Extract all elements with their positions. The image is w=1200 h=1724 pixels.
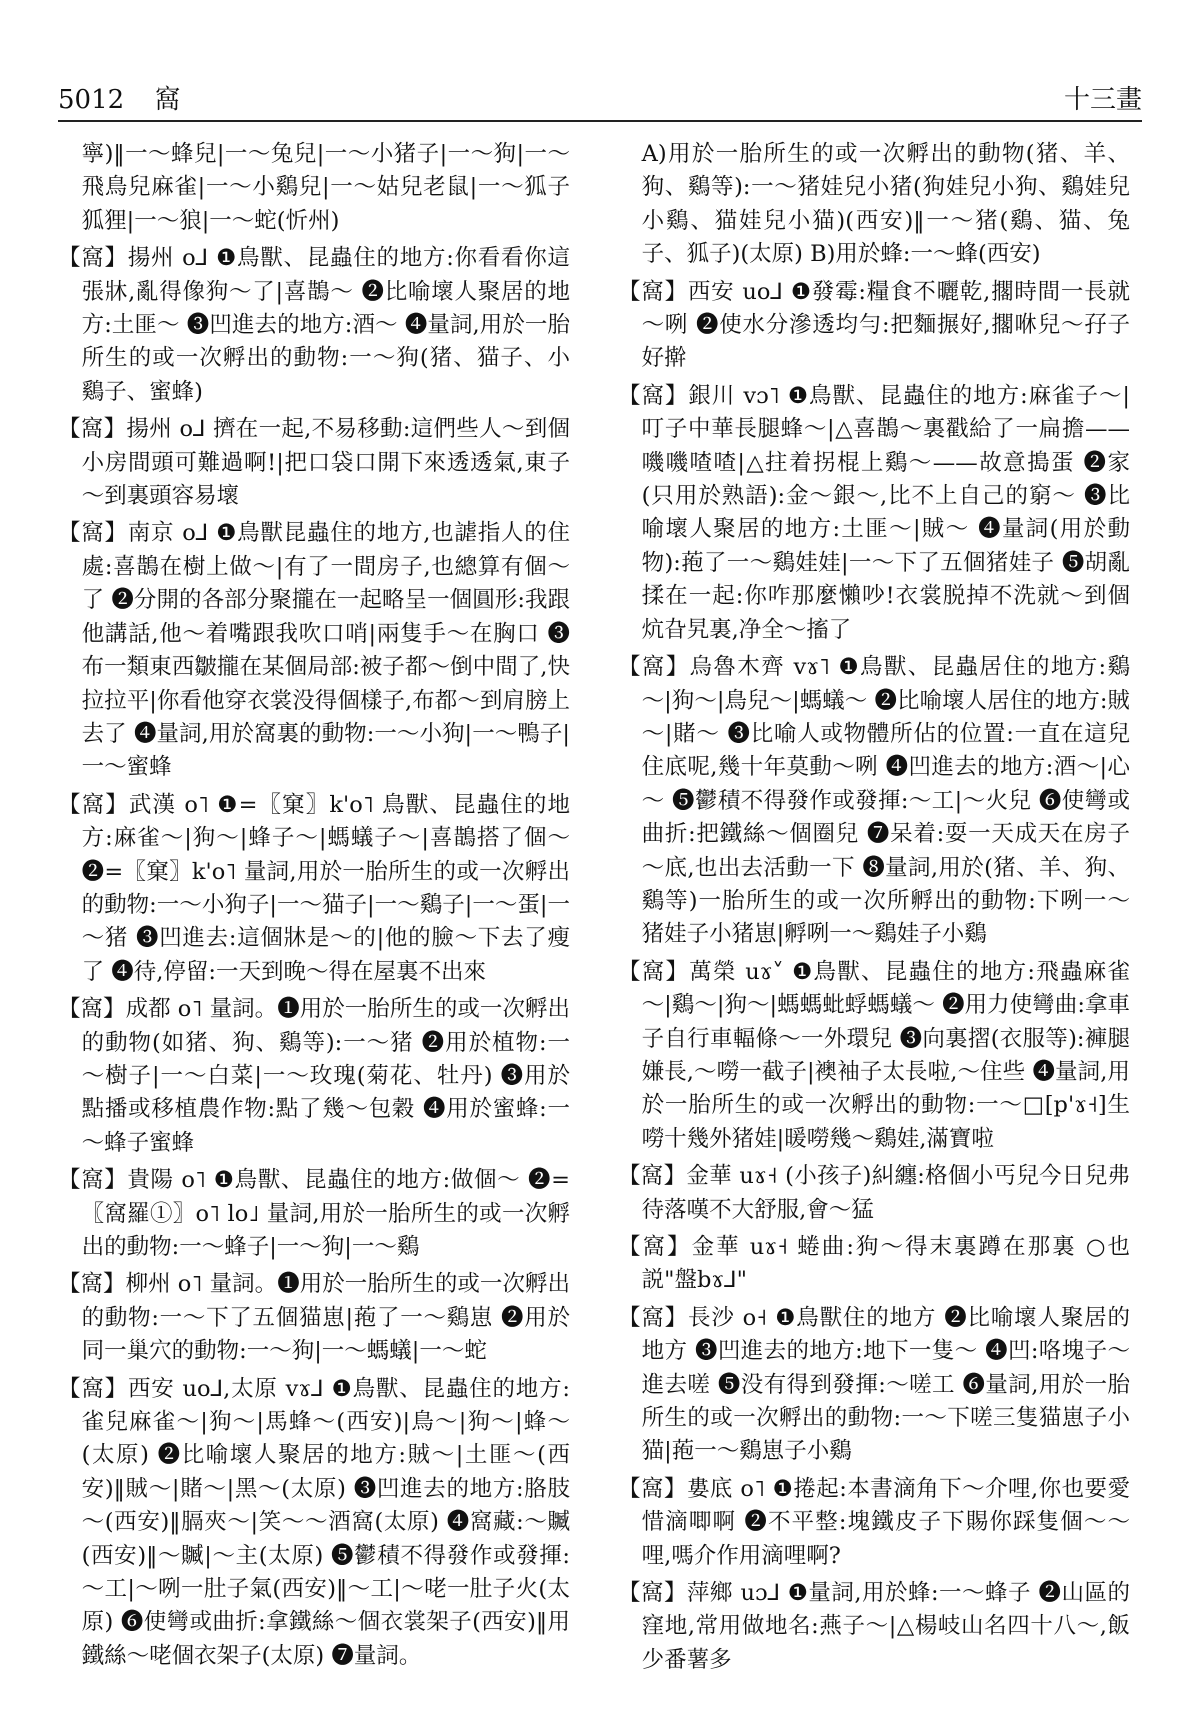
entry-yinchuan: 【窩】銀川 vɔ˥ ❶鳥獸、昆蟲住的地方:麻雀子～|叮子中華長腿蜂～|△喜鵲～裏戳給了一扁擔——嘰嘰喳喳|△拄着拐棍上鷄～——故意搗蛋 ❷家(只用於熟語):金～銀～,比不上自己的窮～ ❸比喻壞人聚居的地方:土匪～|賊～ ❹量詞(用於動物):菢了一～鷄娃娃|一～下了五個猪娃子 ❺胡亂揉在一起:你咋那麼懶吵!衣裳脱掉不洗就～到個炕旮旯裏,净全～搐了 xyxy=(618,382,1130,643)
left-column xyxy=(58,138,570,1704)
entry-xian-taiyuan: 【窩】西安 uo⅃,太原 vɤ⅃ ❶鳥獸、昆蟲住的地方:雀兒麻雀～|狗～|馬蜂～(西安)|鳥～|狗～|蜂～(太原) ❷比喻壞人聚居的地方:賊～|土匪～(西安)‖賊～|賭～|黑～(太原) ❸凹進去的地方:胳肢～(西安)‖膈夾～|笑～～酒窩(太原) ❹窩藏:～贓(西安)‖～贓|～主(太原) ❺鬱積不得發作或發揮:～工|～咧一肚子氣(西安)‖～工|～咾一肚子火(太原) ❻使彎或曲折:拿鐵絲～個衣裳架子(西安)‖用鐵絲～咾個衣架子(太原) ❼量詞。 xyxy=(58,1375,570,1669)
entry-chengdu: 【窩】成都 o˥ 量詞。❶用於一胎所生的或一次孵出的動物(如猪、狗、鷄等):一～猪 ❷用於植物:一～樹子|一～白菜|一～玫瑰(菊花、牡丹) ❸用於點播或移植農作物:點了幾～包穀 ❹用於蜜蜂:一～蜂子蜜蜂 xyxy=(58,996,570,1156)
entry-guiyang: 【窩】貴陽 o˥ ❶鳥獸、昆蟲住的地方:做個～ ❷=〖窩羅①〗o˥ lo˩ 量詞,用於一胎所生的或一次孵出的動物:一～蜂子|一～狗|一～鷄 xyxy=(58,1167,570,1260)
entry-jinhua-1: 【窩】金華 uɤ˧ (小孩子)糾纏:格個小丐兒今日兒弗待落嘆不大舒服,會～猛 xyxy=(618,1163,1130,1223)
entry-urumqi: 【窩】烏魯木齊 vɤ˥ ❶鳥獸、昆蟲居住的地方:鷄～|狗～|鳥兒～|螞蟻～ ❷比喻壞人居住的地方:賊～|賭～ ❸比喻人或物體所佔的位置:一直在這兒住底呢,幾十年莫動～咧 ❹凹進去的地方:酒～|心～ ❺鬱積不得發作或發揮:～工|～火兒 ❻使彎或曲折:把鐵絲～個圈兒 ❼呆着:耍一天成天在房子～底,也出去活動一下 ❽量詞,用於(猪、羊、狗、鷄等)一胎所生的或一次所孵出的動物:下咧一～猪娃子小猪崽|孵咧一～鷄娃子小鷄 xyxy=(618,654,1130,948)
entry-nanjing: 【窩】南京 o⅃ ❶鳥獸昆蟲住的地方,也謔指人的住處:喜鵲在樹上做～|有了一間房子,也總算有個～了 ❷分開的各部分聚攏在一起略呈一個圓形:我跟他講話,他～着嘴跟我吹口哨|兩隻手～在胸口 ❸布一類東西皺攏在某個局部:被子都～倒中間了,快拉拉平|你看他穿衣裳没得個樣子,布都～到肩膀上去了 ❹量詞,用於窩裏的動物:一～小狗|一～鴨子|一～蜜蜂 xyxy=(58,520,570,781)
section-label: 十三畫 xyxy=(1063,85,1142,115)
entry-liuzhou: 【窩】柳州 o˥ 量詞。❶用於一胎所生的或一次孵出的動物:一～下了五個猫崽|菢了一～鷄崽 ❷用於同一巢穴的動物:一～狗|一～螞蟻|一～蛇 xyxy=(58,1271,570,1365)
entry-wanrong: 【窩】萬榮 uɤ˅ ❶鳥獸、昆蟲住的地方:飛蟲麻雀～|鷄～|狗～|螞螞蚍蜉螞蟻～ ❷用力使彎曲:拿車子自行車輻條～一外環兒 ❸向裏摺(衣服等):褲腿嫌長,～嘮一截子|襖袖子太長啦,～住些 ❹量詞,用於一胎所生的或一次孵出的動物:一～□[p'ɤ˧]生嘮十幾外猪娃|暖嘮幾～鷄娃,滿寶啦 xyxy=(618,958,1130,1152)
header-left xyxy=(58,79,202,116)
entry-yangzhou-2: 【窩】揚州 o⅃ 擠在一起,不易移動:這們些人～到個小房間頭可難過啊!|把口袋口開下來透透氣,東子～到裏頭容易壞 xyxy=(58,416,570,510)
header-rule xyxy=(58,120,1142,122)
entry-loudi: 【窩】婁底 o˥ ❶捲起:本書滴角下～介哩,你也要愛惜滴唧啊 ❷不平整:塊鐵皮子下賜你踩隻個～～哩,嗎介作用滴哩啊? xyxy=(618,1475,1130,1569)
entry-continuation: 寧)‖一～蜂兒|一～兔兒|一～小猪子|一～狗|一～飛鳥兒麻雀|一～小鷄兒|一～姑兒老鼠|一～狐子狐狸|一～狼|一～蛇(忻州) xyxy=(81,141,570,234)
running-headword: 窩 xyxy=(154,85,181,115)
entry-changsha: 【窩】長沙 o˧ ❶鳥獸住的地方 ❷比喻壞人聚居的地方 ❸凹進去的地方:地下一隻～ ❹凹:咯塊子～進去嗟 ❺没有得到發揮:～嗟工 ❻量詞,用於一胎所生的或一次孵出的動物:一～下嗟三隻猫崽子小猫|菢一～鷄崽子小鷄 xyxy=(618,1304,1130,1465)
page-header xyxy=(58,72,1142,116)
entry-yangzhou-1: 【窩】揚州 o⅃ ❶鳥獸、昆蟲住的地方:你看看你這張牀,亂得像狗～了|喜鵲～ ❷比喻壞人聚居的地方:土匪～ ❸凹進去的地方:酒～ ❹量詞,用於一胎所生的或一次孵出的動物:一～狗(猪、猫子、小鷄子、蜜蜂) xyxy=(58,245,570,405)
entry-continuation: A)用於一胎所生的或一次孵出的動物(猪、羊、狗、鷄等):一～猪娃兒小猪(狗娃兒小狗、鷄娃兒小鷄、猫娃兒小猫)(西安)‖一～猪(鷄、猫、兔子、狐子)(太原) B)用於蜂:一～蜂(西安) xyxy=(641,141,1130,268)
entry-pingxiang: 【窩】萍鄉 uɔ⅃ ❶量詞,用於蜂:一～蜂子 ❷山區的窪地,常用做地名:燕子～|△楊岐山名四十八～,飯少番薯多 xyxy=(618,1580,1130,1673)
page-number: 5012 xyxy=(58,85,125,115)
entry-wuhan: 【窩】武漢 o˥ ❶=〖窠〗k'o˥ 鳥獸、昆蟲住的地方:麻雀～|狗～|蜂子～|螞蟻子～|喜鵲搭了個～ ❷=〖窠〗k'o˥ 量詞,用於一胎所生的或一次孵出的動物:一～小狗子|一～猫子|一～鷄子|一～蛋|一～猪 ❸凹進去:這個牀是～的|他的臉～下去了瘦了 ❹待,停留:一天到晚～得在屋裏不出來 xyxy=(58,791,570,985)
entry-jinhua-2: 【窩】金華 uɤ˧ 蜷曲:狗～得末裏蹲在那裏 ○也説"盤bɤ⅃" xyxy=(618,1234,1130,1294)
right-column xyxy=(618,138,1130,1704)
entry-xian: 【窩】西安 uo⅃ ❶發霉:糧食不曬乾,擱時間一長就～咧 ❷使水分滲透均勻:把麵搌好,擱咻兒～孖子好擀 xyxy=(618,278,1130,372)
